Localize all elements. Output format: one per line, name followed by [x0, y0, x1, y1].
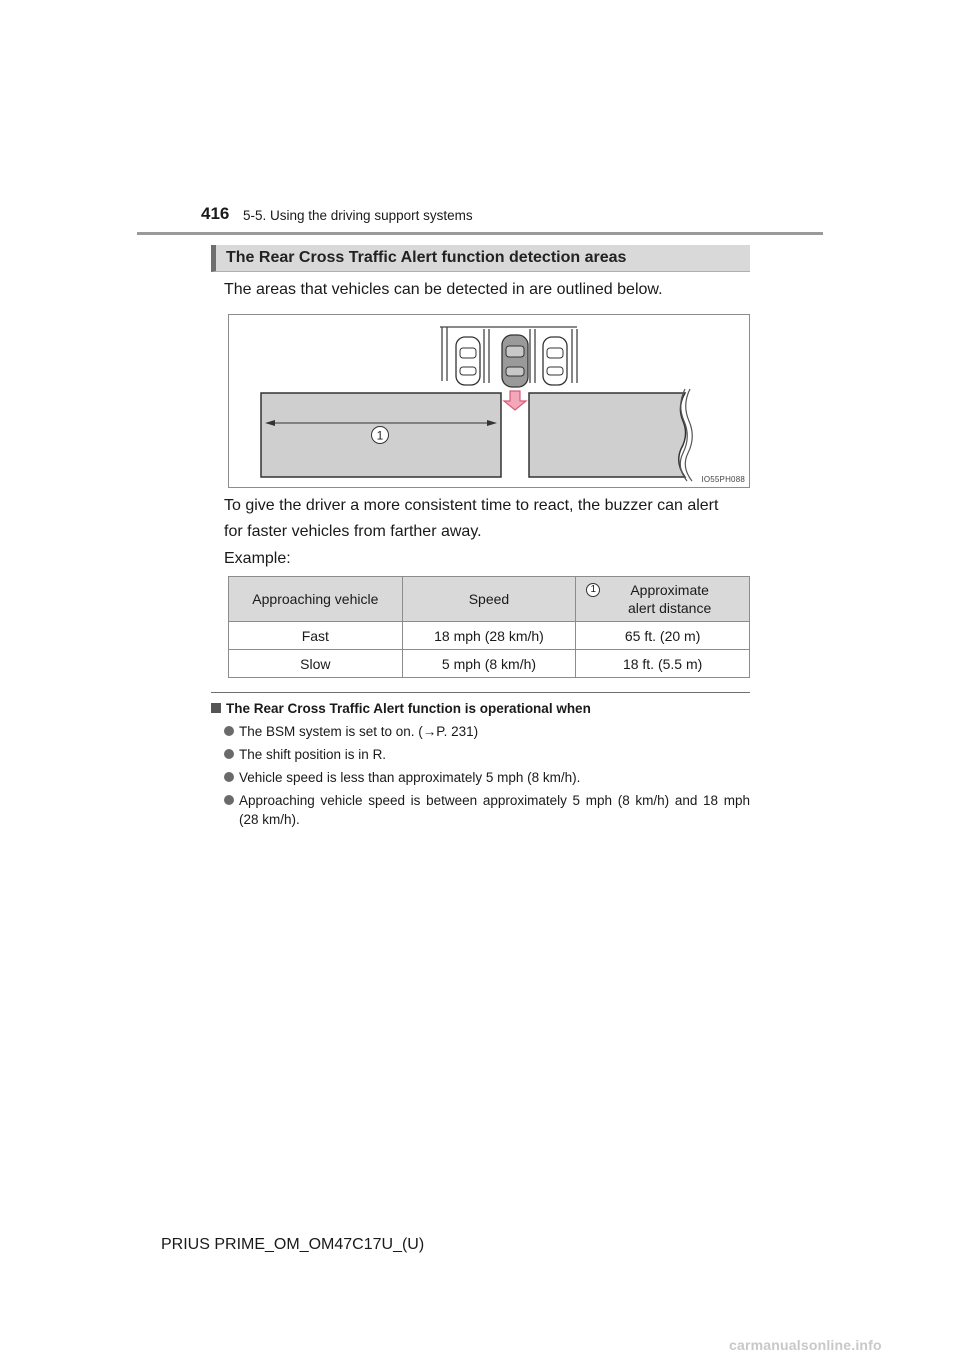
watermark: carmanualsonline.info — [729, 1337, 882, 1353]
section-heading — [211, 245, 750, 272]
section-heading-text: The Rear Cross Traffic Alert function detection areas — [226, 249, 627, 266]
table-row — [229, 622, 750, 650]
parked-car-left-icon — [456, 337, 480, 385]
header-approaching-vehicle: Approaching vehicle — [229, 577, 403, 622]
notes-heading — [211, 701, 591, 716]
intro-text: The areas that vehicles can be detected in are outlined below. — [224, 281, 663, 298]
list-item: The shift position is in R. — [224, 745, 750, 764]
paragraph-line-2: for faster vehicles from farther away. — [224, 523, 482, 540]
detection-area-figure — [228, 314, 750, 488]
right-detection-area — [529, 393, 686, 477]
bullet-icon — [224, 772, 234, 782]
alert-distance-table — [228, 576, 750, 678]
bullet-icon — [224, 795, 234, 805]
footer-code: PRIUS PRIME_OM_OM47C17U_(U) — [161, 1236, 425, 1253]
parked-car-right-icon — [543, 337, 567, 385]
paragraph-line-1: To give the driver a more consistent time to react, the buzzer can alert — [224, 497, 719, 514]
table-header-row — [229, 577, 750, 622]
cell-distance: 65 ft. (20 m) — [576, 622, 750, 650]
reverse-arrow-icon — [504, 391, 526, 410]
own-vehicle-icon — [502, 335, 528, 387]
detection-area-illustration — [229, 315, 749, 487]
list-item: Approaching vehicle speed is between approximately 5 mph (8 km/h) and 18 mph (28 km/h). — [224, 791, 750, 829]
header-distance-line1: Approximate — [630, 582, 709, 598]
cell-vehicle: Slow — [229, 650, 403, 678]
callout-badge: 1 — [586, 583, 600, 597]
header-alert-distance — [576, 577, 750, 622]
square-bullet-icon — [211, 703, 221, 713]
list-item: Vehicle speed is less than approximately 5 mph (8 km/h). — [224, 768, 750, 787]
header-rule — [137, 232, 823, 235]
example-label: Example: — [224, 550, 291, 567]
cell-speed: 18 mph (28 km/h) — [402, 622, 576, 650]
cell-vehicle: Fast — [229, 622, 403, 650]
bullet-icon — [224, 749, 234, 759]
figure-code: IO55PH088 — [701, 475, 745, 484]
header-distance-line2: alert distance — [627, 600, 712, 616]
cell-speed: 5 mph (8 km/h) — [402, 650, 576, 678]
header-speed: Speed — [402, 577, 576, 622]
notes-rule — [211, 692, 750, 693]
page-number: 416 — [201, 204, 230, 223]
bullet-icon — [224, 726, 234, 736]
callout-number: 1 — [376, 428, 384, 443]
table-row — [229, 650, 750, 678]
section-path: 5-5. Using the driving support systems — [243, 208, 473, 223]
cell-distance: 18 ft. (5.5 m) — [576, 650, 750, 678]
notes-heading-text: The Rear Cross Traffic Alert function is operational when — [226, 701, 591, 716]
list-item: The BSM system is set to on. (→P. 231) — [224, 722, 750, 741]
